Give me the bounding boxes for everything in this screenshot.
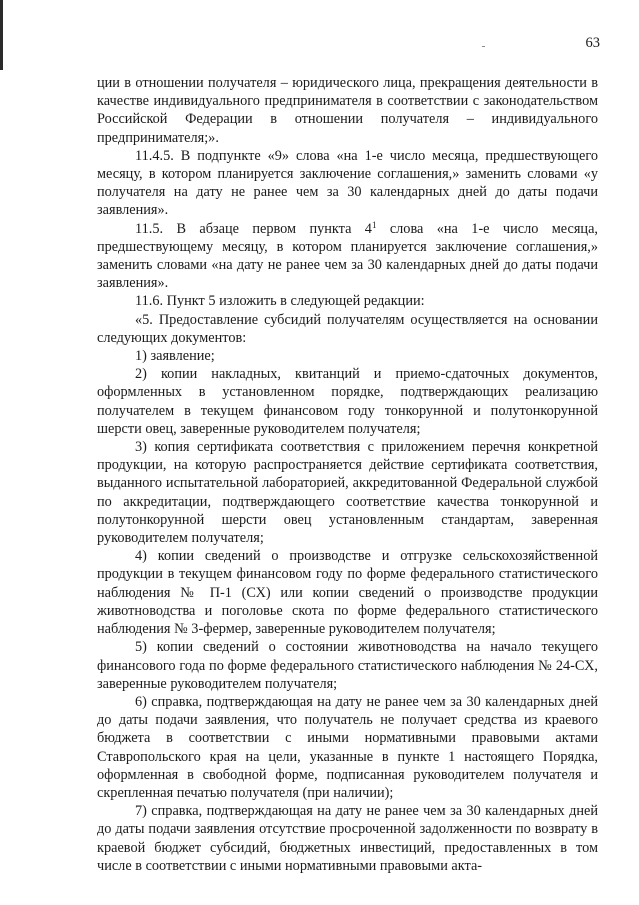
- paragraph-11-5: [97, 220, 598, 293]
- scan-edge-mark: [0, 0, 3, 70]
- paragraph-continuation: ции в отношении получателя – юридического лица, прекращения деятельности в качестве индивидуального предпринимателя в соответствии с законодательством Российской Федерации в отношении получателя – индивидуального предпринимателя;».: [97, 75, 598, 146]
- paragraph-11-5-start: 11.5. В абзаце первом пункта 4: [135, 220, 372, 237]
- scan-speck: [482, 46, 485, 47]
- superscript-marker: 1: [371, 219, 377, 230]
- list-item-7: 7) справка, подтверждающая на дату не ранее чем за 30 календарных дней до даты подачи заявления отсутствие просроченной задолженности по возврату в краевой бюджет субсидий, бюджетных инвестиций, предоставленных в том числе в соответствии с иными нормативными правовыми акта-: [97, 803, 598, 874]
- paragraph-11-4-5: 11.4.5. В подпункте «9» слова «на 1-е число месяца, предшествующего месяцу, в котором планируется заключение соглашения,» заменить словами «у получателя на дату не ранее чем за 30 календарных дней до даты подачи заявления».: [97, 147, 598, 219]
- paragraph-11-5-end: слова «на 1-е число месяца, предшествующему месяцу, в котором планируется заключение соглашения,» заменить словами «на дату не ранее чем за 30 календарных дней до даты подачи заявления».: [97, 220, 598, 292]
- list-item-5: 5) копии сведений о состоянии животноводства на начало текущего финансового года по форме федерального статистического наблюдения № 24-СХ, заверенные руководителем получателя;: [97, 639, 598, 692]
- paragraph-11-6: 11.6. Пункт 5 изложить в следующей редакции:: [135, 293, 425, 310]
- list-item-6: 6) справка, подтверждающая на дату не ранее чем за 30 календарных дней до даты подачи заявления, что получатель не получает средства из краевого бюджета в соответствии с иными нормативными правовыми актами Ставропольского края на цели, указанные в пункте 1 настоящего Порядка, оформленная в свободной форме, подписанная руководителем получателя и скрепленная печатью получателя (при наличии);: [97, 693, 598, 801]
- list-item-4: 4) копии сведений о производстве и отгрузке сельскохозяйственной продукции в текущем финансовом году по форме федерального статистического наблюдения № П-1 (СХ) или копии сведений о производстве продукции животноводства и поголовье скота по форме федерального статистического наблюдения № 3-фермер, заверенные руководителем получателя;: [97, 548, 598, 638]
- list-item-3: 3) копия сертификата соответствия с приложением перечня конкретной продукции, на которую распространяется действие сертификата соответствия, выданного испытательной лабораторией, аккредитованной Федеральной службой по аккредитации, подтверждающего соответствие качества тонкорунной и полутонкорунной шерсти овец установленным стандартам, заверенная руководителем получателя;: [97, 439, 598, 547]
- list-item-1: 1) заявление;: [135, 348, 215, 365]
- page-number: 63: [585, 35, 600, 51]
- document-body: [97, 74, 598, 875]
- paragraph-clause-5: «5. Предоставление субсидий получателям осуществляется на основании следующих документов:: [97, 311, 598, 346]
- list-item-2: 2) копии накладных, квитанций и приемо-сдаточных документов, оформленных в установленном порядке, подтверждающих реализацию получателем в текущем финансовом году тонкорунной и полутонкорунной шерсти овец, заверенные руководителем получателя;: [97, 366, 598, 437]
